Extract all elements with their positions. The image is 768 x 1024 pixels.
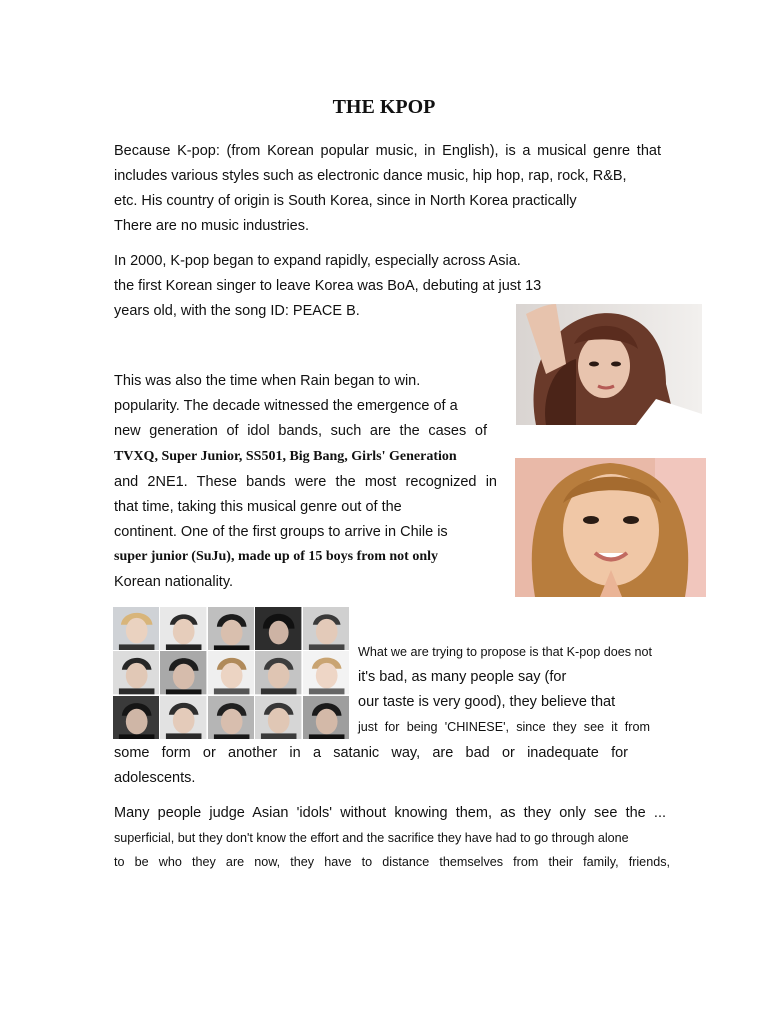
member-portrait [303, 651, 349, 694]
member-portrait [160, 607, 206, 650]
member-portrait [303, 696, 349, 739]
paragraph-1-line-4: There are no music industries. [114, 218, 310, 234]
paragraph-3-line-1: This was also the time when Rain began to win. [114, 373, 421, 389]
paragraph-3-line-7: continent. One of the first groups to arrive in Chile is [114, 524, 448, 540]
member-portrait [208, 607, 254, 650]
singer-photo-2 [515, 458, 706, 597]
member-portrait [160, 651, 206, 694]
paragraph-3-line-4: TVXQ, Super Junior, SS501, Big Bang, Girls' Generation [114, 449, 457, 464]
paragraph-3-line-9: Korean nationality. [114, 574, 234, 590]
member-portrait [255, 696, 301, 739]
paragraph-4-line-3: our taste is very good), they believe that [358, 694, 616, 710]
paragraph-5-line-1: Many people judge Asian 'idols' without knowing them, as they only see the ... [114, 805, 666, 821]
paragraph-4-line-5: some form or another in a satanic way, are bad or inadequate for [114, 745, 628, 761]
paragraph-2-line-3: years old, with the song ID: PEACE B. [114, 303, 360, 319]
paragraph-5-line-2: superficial, but they don't know the effort and the sacrifice they have had to go through alone [114, 831, 629, 845]
member-portrait [113, 607, 159, 650]
member-portrait [113, 696, 159, 739]
member-portrait [255, 607, 301, 650]
paragraph-1-line-2: includes various styles such as electronic dance music, hip hop, rap, rock, R&B, [114, 168, 627, 184]
member-portrait [208, 651, 254, 694]
paragraph-3-line-8: super junior (SuJu), made up of 15 boys from not only [114, 549, 439, 564]
paragraph-1-line-3: etc. His country of origin is South Korea, since in North Korea practically [114, 193, 577, 209]
paragraph-3-line-3: new generation of idol bands, such are the cases of [114, 423, 487, 439]
paragraph-3-line-6: that time, taking this musical genre out of the [114, 499, 402, 515]
group-members-grid [113, 607, 349, 739]
paragraph-3-line-2: popularity. The decade witnessed the emergence of a [114, 398, 458, 414]
member-portrait [208, 696, 254, 739]
member-portrait [113, 651, 159, 694]
paragraph-1-line-1: Because K-pop: (from Korean popular music, in English), is a musical genre that [114, 143, 661, 159]
paragraph-2-line-1: In 2000, K-pop began to expand rapidly, especially across Asia. [114, 253, 521, 269]
paragraph-5-line-3: to be who they are now, they have to distance themselves from their family, friends, [114, 855, 670, 869]
member-portrait [255, 651, 301, 694]
member-portrait [160, 696, 206, 739]
member-portrait [303, 607, 349, 650]
page-title: THE KPOP [332, 96, 436, 118]
paragraph-3-line-5: and 2NE1. These bands were the most recognized in [114, 474, 497, 490]
paragraph-4-line-1: What we are trying to propose is that K-pop does not [358, 645, 653, 659]
paragraph-4-line-6: adolescents. [114, 770, 196, 786]
paragraph-4-line-2: it's bad, as many people say (for [358, 669, 567, 685]
paragraph-2-line-2: the first Korean singer to leave Korea was BoA, debuting at just 13 [114, 278, 542, 294]
paragraph-4-line-4: just for being 'CHINESE', since they see it from [358, 720, 650, 734]
singer-photo-1 [516, 304, 702, 425]
